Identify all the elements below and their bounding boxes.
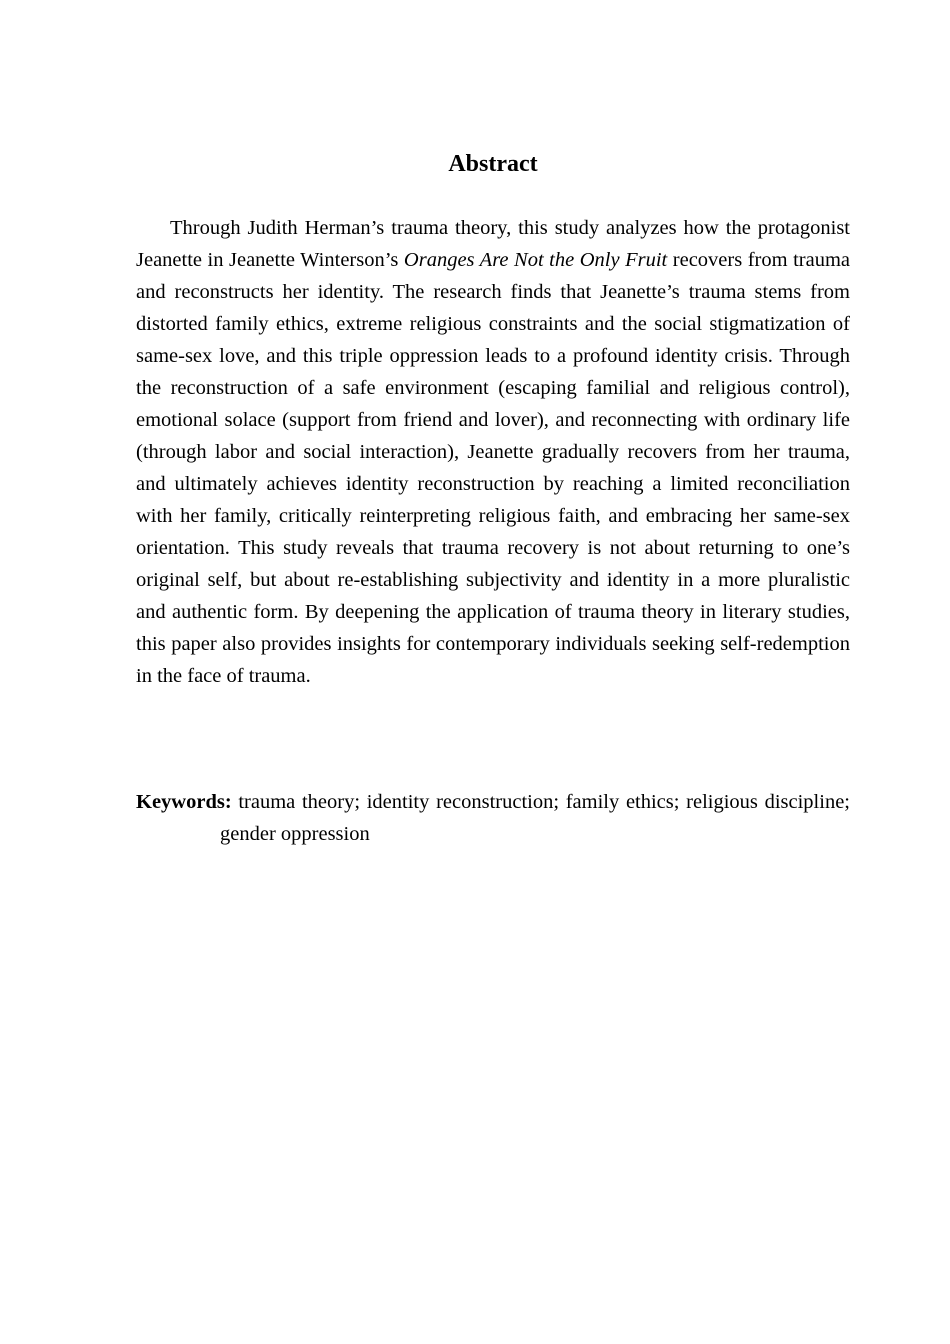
keywords-paragraph (136, 786, 850, 850)
keywords-label: Keywords: (136, 791, 232, 813)
book-title: Oranges Are Not the Only Fruit (403, 249, 668, 271)
abstract-heading: Abstract (448, 151, 538, 177)
keywords-text: trauma theory; identity reconstruction; family ethics; religious discipline; gender oppression (220, 791, 850, 845)
abstract-paragraph (136, 212, 850, 692)
abstract-text-part1: Through Judith Herman’s trauma theory, this study analyzes how the protagonist Jeanette in Jeanette Winterson’s (136, 217, 850, 271)
abstract-text-part2: recovers from trauma and reconstructs her identity. The research finds that Jeanette’s trauma stems from distorted family ethics, extreme religious constraints and the social stigmatization of same-sex love, and this triple oppression leads to a profound identity crisis. Through the reconstruction of a safe environment (escaping familial and religious control), emotional solace (support from friend and lover), and reconnecting with ordinary life (through labor and social interaction), Jeanette gradually recovers from her trauma, and ultimately achieves identity reconstruction by reaching a limited reconciliation with her family, critically reinterpreting religious faith, and embracing her same-sex orientation. This study reveals that trauma recovery is not about returning to one’s original self, but about re-establishing subjectivity and identity in a more pluralistic and authentic form. By deepening the application of trauma theory in literary studies, this paper also provides insights for contemporary individuals seeking self-redemption in the face of trauma. (136, 249, 850, 687)
